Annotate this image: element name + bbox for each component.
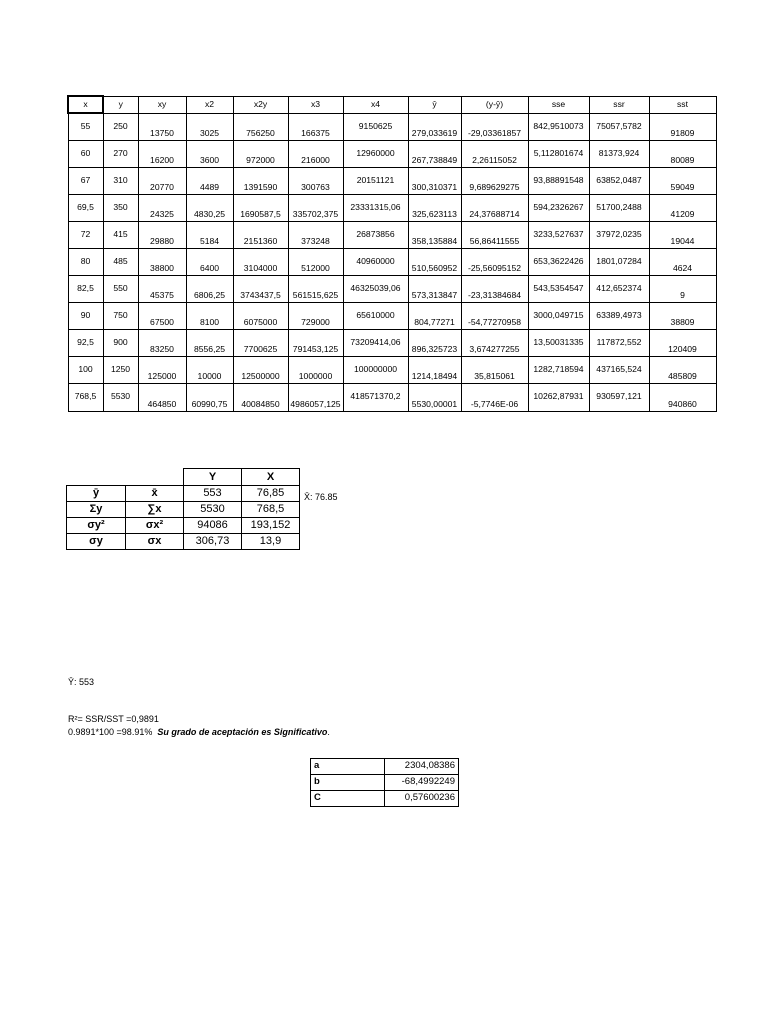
table-cell: 412,652374 bbox=[589, 275, 649, 302]
table-cell: 250 bbox=[103, 113, 138, 140]
header-cell: ssr bbox=[589, 96, 649, 113]
table-row bbox=[68, 383, 716, 411]
table-cell: 13,50031335 bbox=[528, 329, 589, 356]
table-cell: 1282,718594 bbox=[528, 356, 589, 383]
table-cell: 92,5 bbox=[68, 329, 103, 356]
table-row bbox=[68, 302, 716, 329]
table-row bbox=[68, 221, 716, 248]
table-cell: 40084850 bbox=[233, 383, 288, 411]
table-cell: 653,3622426 bbox=[528, 248, 589, 275]
table-cell: 3,674277255 bbox=[461, 329, 528, 356]
table-cell: 4624 bbox=[649, 248, 716, 275]
table-cell: 9,689629275 bbox=[461, 167, 528, 194]
table-cell: 900 bbox=[103, 329, 138, 356]
table-cell: 750 bbox=[103, 302, 138, 329]
table-cell: 3025 bbox=[186, 113, 233, 140]
header-cell: y bbox=[103, 96, 138, 113]
table-cell: 373248 bbox=[288, 221, 343, 248]
table-cell: 267,738849 bbox=[408, 140, 461, 167]
table-cell: 16200 bbox=[138, 140, 186, 167]
stat-label-x: σx² bbox=[126, 518, 184, 534]
stats-header-row bbox=[67, 469, 300, 486]
table-cell: 1000000 bbox=[288, 356, 343, 383]
table-cell: -29,03361857 bbox=[461, 113, 528, 140]
table-cell: 29880 bbox=[138, 221, 186, 248]
table-cell: 20770 bbox=[138, 167, 186, 194]
stat-value-y: 94086 bbox=[184, 518, 242, 534]
percentage-text: 0.9891*100 =98.91% bbox=[68, 727, 153, 737]
table-cell: 418571370,2 bbox=[343, 383, 408, 411]
stat-value-x: 768,5 bbox=[242, 502, 300, 518]
table-cell: 93,88891548 bbox=[528, 167, 589, 194]
header-cell: x4 bbox=[343, 96, 408, 113]
table-cell: -5,7746E-06 bbox=[461, 383, 528, 411]
table-cell: 2,26115052 bbox=[461, 140, 528, 167]
table-cell: 550 bbox=[103, 275, 138, 302]
table-cell: 3000,049715 bbox=[528, 302, 589, 329]
table-cell: 1391590 bbox=[233, 167, 288, 194]
table-row bbox=[68, 248, 716, 275]
table-cell: 573,313847 bbox=[408, 275, 461, 302]
table-cell: 594,2326267 bbox=[528, 194, 589, 221]
table-cell: 100000000 bbox=[343, 356, 408, 383]
stat-value-y: 306,73 bbox=[184, 534, 242, 550]
table-cell: 5530 bbox=[103, 383, 138, 411]
table-row bbox=[68, 275, 716, 302]
table-cell: 80 bbox=[68, 248, 103, 275]
coefficient-name: a bbox=[311, 759, 385, 775]
table-cell: 325,623113 bbox=[408, 194, 461, 221]
table-cell: -25,56095152 bbox=[461, 248, 528, 275]
table-cell: 24,37688714 bbox=[461, 194, 528, 221]
table-cell: 5530,00001 bbox=[408, 383, 461, 411]
table-cell: 45375 bbox=[138, 275, 186, 302]
table-cell: 166375 bbox=[288, 113, 343, 140]
table-cell: 40960000 bbox=[343, 248, 408, 275]
col-header-y: Y bbox=[184, 469, 242, 486]
stat-value-x: 76,85 bbox=[242, 486, 300, 502]
table-cell: 485809 bbox=[649, 356, 716, 383]
coefficient-row bbox=[311, 791, 459, 807]
table-cell: 4830,25 bbox=[186, 194, 233, 221]
coefficients-table bbox=[310, 758, 459, 807]
table-cell: 561515,625 bbox=[288, 275, 343, 302]
stats-row bbox=[67, 518, 300, 534]
table-cell: 26873856 bbox=[343, 221, 408, 248]
table-cell: 81373,924 bbox=[589, 140, 649, 167]
table-cell: 65610000 bbox=[343, 302, 408, 329]
table-cell: 896,325723 bbox=[408, 329, 461, 356]
table-cell: 543,5354547 bbox=[528, 275, 589, 302]
header-cell: x2y bbox=[233, 96, 288, 113]
header-cell: (y-ŷ) bbox=[461, 96, 528, 113]
regression-table-body bbox=[68, 113, 716, 411]
table-cell: 82,5 bbox=[68, 275, 103, 302]
coefficient-value: -68,4992249 bbox=[385, 775, 459, 791]
blank-cell bbox=[67, 469, 126, 486]
table-cell: 12500000 bbox=[233, 356, 288, 383]
stat-label-x: x̄ bbox=[126, 486, 184, 502]
regression-table bbox=[67, 95, 717, 412]
coefficient-value: 2304,08386 bbox=[385, 759, 459, 775]
table-cell: 19044 bbox=[649, 221, 716, 248]
table-cell: 842,9510073 bbox=[528, 113, 589, 140]
table-cell: 12960000 bbox=[343, 140, 408, 167]
table-cell: 3743437,5 bbox=[233, 275, 288, 302]
x-mean-note: X̄: 76.85 bbox=[304, 492, 338, 502]
blank-cell bbox=[126, 469, 184, 486]
table-cell: 512000 bbox=[288, 248, 343, 275]
stats-row bbox=[67, 534, 300, 550]
stat-label-x: ∑x bbox=[126, 502, 184, 518]
y-mean-note: Ȳ: 553 bbox=[68, 677, 95, 687]
table-row bbox=[68, 329, 716, 356]
table-cell: 930597,121 bbox=[589, 383, 649, 411]
table-row bbox=[68, 194, 716, 221]
table-cell: 20151121 bbox=[343, 167, 408, 194]
table-cell: 2151360 bbox=[233, 221, 288, 248]
table-cell: 38800 bbox=[138, 248, 186, 275]
stat-value-y: 5530 bbox=[184, 502, 242, 518]
table-row bbox=[68, 356, 716, 383]
table-cell: 59049 bbox=[649, 167, 716, 194]
table-cell: 9 bbox=[649, 275, 716, 302]
table-cell: 38809 bbox=[649, 302, 716, 329]
table-cell: 756250 bbox=[233, 113, 288, 140]
table-cell: 41209 bbox=[649, 194, 716, 221]
table-cell: 350 bbox=[103, 194, 138, 221]
table-cell: 63852,0487 bbox=[589, 167, 649, 194]
table-cell: 972000 bbox=[233, 140, 288, 167]
table-cell: 69,5 bbox=[68, 194, 103, 221]
table-cell: 216000 bbox=[288, 140, 343, 167]
table-cell: 73209414,06 bbox=[343, 329, 408, 356]
table-cell: 3233,527637 bbox=[528, 221, 589, 248]
header-cell: sst bbox=[649, 96, 716, 113]
table-cell: 791453,125 bbox=[288, 329, 343, 356]
table-cell: 90 bbox=[68, 302, 103, 329]
table-cell: 125000 bbox=[138, 356, 186, 383]
table-cell: 24325 bbox=[138, 194, 186, 221]
stat-label-y: σy² bbox=[67, 518, 126, 534]
table-cell: 1801,07284 bbox=[589, 248, 649, 275]
table-cell: 300,310371 bbox=[408, 167, 461, 194]
table-row bbox=[68, 140, 716, 167]
stat-value-x: 13,9 bbox=[242, 534, 300, 550]
table-cell: 67500 bbox=[138, 302, 186, 329]
header-cell: xy bbox=[138, 96, 186, 113]
table-cell: 10000 bbox=[186, 356, 233, 383]
table-cell: 13750 bbox=[138, 113, 186, 140]
table-cell: 63389,4973 bbox=[589, 302, 649, 329]
table-cell: 8556,25 bbox=[186, 329, 233, 356]
percentage-line bbox=[68, 727, 330, 737]
r-squared-line: R²= SSR/SST =0,9891 bbox=[68, 714, 159, 724]
table-cell: 310 bbox=[103, 167, 138, 194]
col-header-x: X bbox=[242, 469, 300, 486]
table-cell: 51700,2488 bbox=[589, 194, 649, 221]
stat-value-y: 553 bbox=[184, 486, 242, 502]
table-cell: 46325039,06 bbox=[343, 275, 408, 302]
table-cell: 1214,18494 bbox=[408, 356, 461, 383]
stats-row bbox=[67, 502, 300, 518]
table-cell: 117872,552 bbox=[589, 329, 649, 356]
header-cell: ŷ bbox=[408, 96, 461, 113]
stat-label-y: ȳ bbox=[67, 486, 126, 502]
table-cell: 415 bbox=[103, 221, 138, 248]
table-row bbox=[68, 167, 716, 194]
table-cell: 23331315,06 bbox=[343, 194, 408, 221]
table-cell: 5184 bbox=[186, 221, 233, 248]
summary-stats-table bbox=[66, 468, 300, 550]
table-cell: 768,5 bbox=[68, 383, 103, 411]
table-cell: 6400 bbox=[186, 248, 233, 275]
table-cell: 60 bbox=[68, 140, 103, 167]
table-cell: 72 bbox=[68, 221, 103, 248]
table-cell: 9150625 bbox=[343, 113, 408, 140]
table-cell: 4986057,125 bbox=[288, 383, 343, 411]
table-cell: 83250 bbox=[138, 329, 186, 356]
header-cell: sse bbox=[528, 96, 589, 113]
coefficient-name: C bbox=[311, 791, 385, 807]
coefficient-row bbox=[311, 775, 459, 791]
stat-label-y: Σy bbox=[67, 502, 126, 518]
table-cell: 1250 bbox=[103, 356, 138, 383]
table-row bbox=[68, 113, 716, 140]
table-cell: 120409 bbox=[649, 329, 716, 356]
header-cell: x bbox=[68, 96, 103, 113]
table-cell: 60990,75 bbox=[186, 383, 233, 411]
stat-label-x: σx bbox=[126, 534, 184, 550]
significance-period: . bbox=[327, 727, 330, 737]
stat-value-x: 193,152 bbox=[242, 518, 300, 534]
table-cell: 3104000 bbox=[233, 248, 288, 275]
table-cell: 91809 bbox=[649, 113, 716, 140]
table-cell: 4489 bbox=[186, 167, 233, 194]
table-cell: 940860 bbox=[649, 383, 716, 411]
coefficient-value: 0,57600236 bbox=[385, 791, 459, 807]
table-cell: 10262,87931 bbox=[528, 383, 589, 411]
header-cell: x2 bbox=[186, 96, 233, 113]
table-cell: 3600 bbox=[186, 140, 233, 167]
coefficient-row bbox=[311, 759, 459, 775]
table-cell: 7700625 bbox=[233, 329, 288, 356]
table-cell: 55 bbox=[68, 113, 103, 140]
table-cell: 6075000 bbox=[233, 302, 288, 329]
table-cell: 804,77271 bbox=[408, 302, 461, 329]
header-row bbox=[68, 96, 716, 113]
table-cell: 6806,25 bbox=[186, 275, 233, 302]
stat-label-y: σy bbox=[67, 534, 126, 550]
table-cell: 300763 bbox=[288, 167, 343, 194]
table-cell: -54,77270958 bbox=[461, 302, 528, 329]
table-cell: 437165,524 bbox=[589, 356, 649, 383]
header-cell: x3 bbox=[288, 96, 343, 113]
table-cell: 510,560952 bbox=[408, 248, 461, 275]
table-cell: 56,86411555 bbox=[461, 221, 528, 248]
significance-text: Su grado de aceptación es Significativo bbox=[157, 727, 328, 737]
stats-row bbox=[67, 486, 300, 502]
table-cell: 358,135884 bbox=[408, 221, 461, 248]
table-cell: -23,31384684 bbox=[461, 275, 528, 302]
table-cell: 75057,5782 bbox=[589, 113, 649, 140]
table-cell: 67 bbox=[68, 167, 103, 194]
coefficient-name: b bbox=[311, 775, 385, 791]
table-cell: 335702,375 bbox=[288, 194, 343, 221]
table-cell: 729000 bbox=[288, 302, 343, 329]
table-cell: 100 bbox=[68, 356, 103, 383]
table-cell: 1690587,5 bbox=[233, 194, 288, 221]
table-cell: 80089 bbox=[649, 140, 716, 167]
table-cell: 5,112801674 bbox=[528, 140, 589, 167]
table-cell: 270 bbox=[103, 140, 138, 167]
table-cell: 464850 bbox=[138, 383, 186, 411]
table-cell: 8100 bbox=[186, 302, 233, 329]
table-cell: 35,815061 bbox=[461, 356, 528, 383]
table-cell: 485 bbox=[103, 248, 138, 275]
table-cell: 37972,0235 bbox=[589, 221, 649, 248]
table-cell: 279,033619 bbox=[408, 113, 461, 140]
